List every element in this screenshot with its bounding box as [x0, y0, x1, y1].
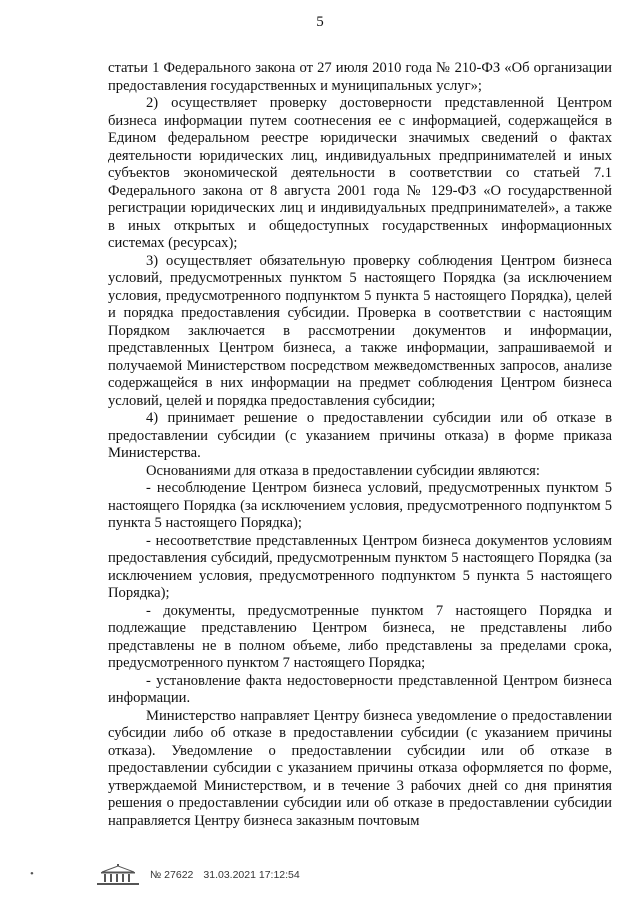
document-timestamp: 31.03.2021 17:12:54	[203, 869, 300, 881]
paragraph: Министерство направляет Центру бизнеса уведомление о предоставлении субсидии либо об отказе в предоставлении субсидии (с указанием причины отказа). Уведомление о предоставлении субсидии или об отказе в предоставлении субсидии с указанием причины отказа оформляется по форме, утверждаемой Министерством, и в течение 3 рабочих дней со дня принятия решения о предоставлении субсидии или об отказе в предоставлении субсидии направляется Центру бизнеса заказным почтовым	[108, 707, 612, 829]
paragraph: - установление факта недостоверности представленной Центром бизнеса информации.	[108, 672, 612, 706]
paragraph: 3) осуществляет обязательную проверку соблюдения Центром бизнеса условий, предусмотренных пунктом 5 настоящего Порядка (за исключением условия, предусмотренного подпунктом 5 пункта 5 настоящего Порядка), целей и порядка предоставления субсидии. Проверка в соответствии с настоящим Порядком заключается в рассмотрении документов и информации, представленных Центром бизнеса, а также информации, запрашиваемой и получаемой Министерством посредством межведомственных запросов, анализе содержащейся в них информации на предмет соблюдения Центром бизнеса условий, целей и порядка предоставления субсидии;	[108, 252, 612, 409]
paragraph: статьи 1 Федерального закона от 27 июля 2010 года № 210-ФЗ «Об организации предоставления государственных и муниципальных услуг»;	[108, 60, 612, 94]
page-number: 5	[316, 14, 324, 30]
paragraph: - несоблюдение Центром бизнеса условий, предусмотренных пунктом 5 настоящего Порядка (за исключением условия, предусмотренного подпунктом 5 пункта 5 настоящего Порядка);	[108, 480, 612, 531]
paragraph: 4) принимает решение о предоставлении субсидии или об отказе в предоставлении субсидии (с указанием причины отказа) в форме приказа Министерства.	[108, 410, 612, 461]
paragraph: - документы, предусмотренные пунктом 7 настоящего Порядка и подлежащие представлению Центром бизнеса, не представлены либо представлены не в полном объеме, либо представлены за пределами срока, предусмотренного пунктом 7 настоящего Порядка;	[108, 602, 612, 671]
paragraph: - несоответствие представленных Центром бизнеса документов условиям предоставления субсидий, предусмотренным пунктом 5 настоящего Порядка (за исключением условия, предусмотренного подпунктом 5 пункта 5 настоящего Порядка);	[108, 532, 612, 601]
margin-mark: •	[30, 868, 34, 880]
paragraph: Основаниями для отказа в предоставлении субсидии являются:	[146, 462, 540, 479]
paragraph: 2) осуществляет проверку достоверности представленной Центром бизнеса информации путем соотнесения ее с информацией, содержащейся в Едином федеральном реестре юридически значимых сведений о фактах деятельности юридических лиц, индивидуальных предпринимателей и иных субъектов экономической деятельности в соответствии со статьей 7.1 Федерального закона от 8 августа 2001 года № 129-ФЗ «О государственной регистрации юридических лиц и индивидуальных предпринимателей», а также в иных открытых и общедоступных государственных информационных системах (ресурсах);	[108, 95, 612, 251]
document-body	[108, 60, 612, 830]
document-id: № 27622	[150, 869, 194, 881]
building-stamp-icon	[96, 864, 140, 886]
document-footer	[96, 864, 300, 886]
